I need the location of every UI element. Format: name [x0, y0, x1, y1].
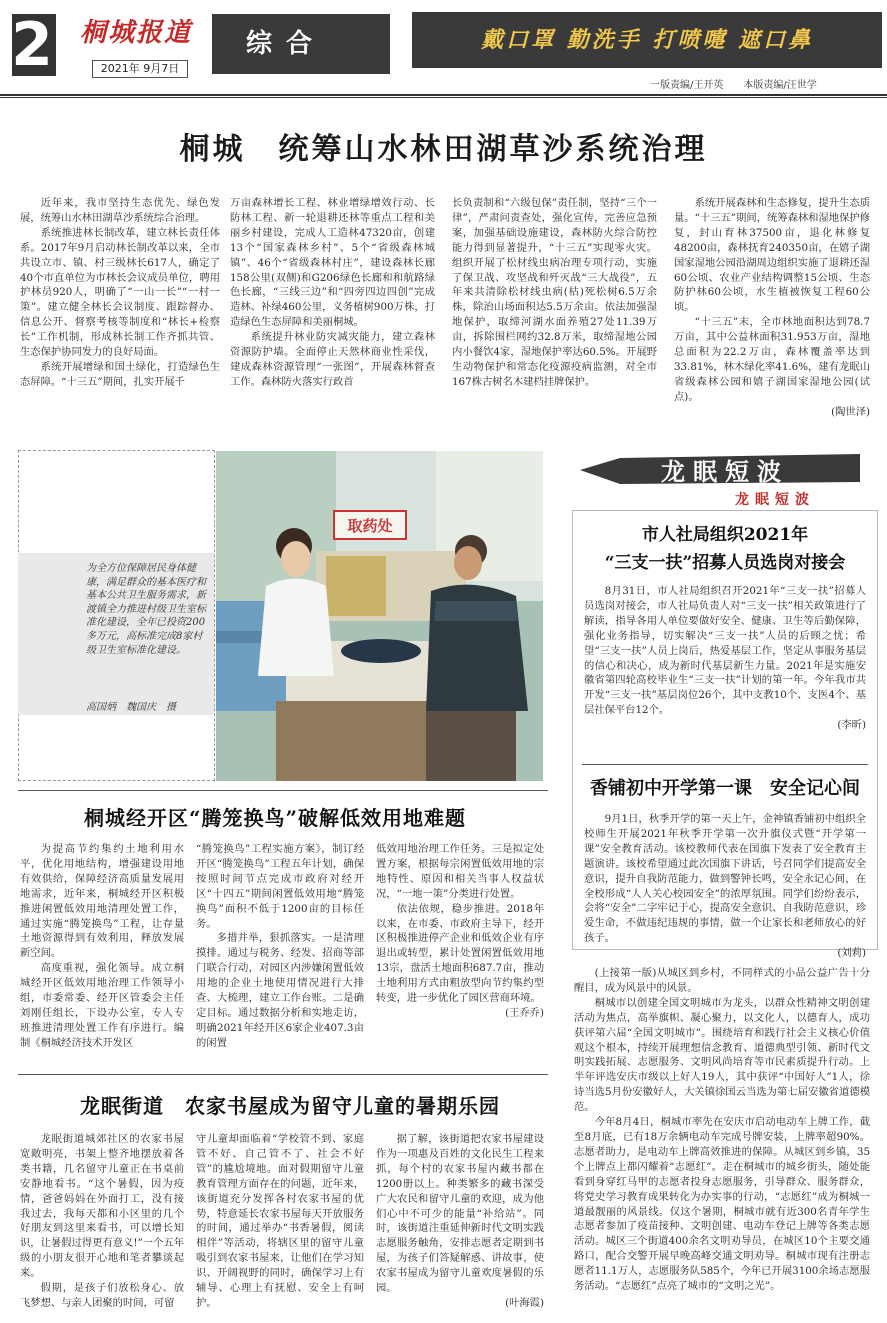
divider — [582, 764, 868, 765]
sidebar-article1-body — [584, 584, 866, 733]
main-article-col4 — [674, 196, 870, 420]
byline: (陶世泽) — [831, 405, 870, 418]
main-article-col3 — [452, 196, 657, 390]
paragraph: 高度重视，强化领导。成立桐城经开区低效用地治理工作领导小组，市委常委、经开区管委会主任刘刚任组长，下设办公室，专人专班推进清理处置工作有序进行。编制《桐城经济技术开发区 — [20, 962, 184, 1049]
sidebar-article2-title: 香铺初中开学第一课 安全记心间 — [590, 778, 860, 799]
paragraph: 桐城市以创建全国文明城市为龙头，以群众性精神文明创建活动为焦点，高举旗帜、凝心聚力，以文化人，以德育人，成功获评第六届“全国文明城市”。围绕培育和践行社会主义核心价值观这个根本，持续开展理想信念教育、道德典型引领、新时代文明实践拓展、志愿服务、文明风尚培育等市民素质提升行动。上半年评选安庆市级以上好人19人，其中获评“中国好人”1人，徐诗当选5月份安徽好人，大关镇徐国云当选为第七届安徽省道德模范。 — [574, 996, 870, 1114]
newspaper-brand: 桐城报道 — [80, 18, 193, 48]
slogan-banner: 戴口罩 勤洗手 打喷嚏 遮口鼻 — [412, 12, 882, 68]
main-article-col1 — [20, 196, 220, 390]
books-headline: 龙眠街道 农家书屋成为留守儿童的暑期乐园 — [80, 1094, 500, 1118]
dev-article-col1 — [20, 842, 184, 1051]
clinic-sign: 取药处 — [347, 517, 393, 535]
sidebar-banner — [560, 440, 880, 515]
byline: (刘莉) — [837, 947, 866, 960]
paragraph: 据了解，该街道把农家书屋建设作为一项惠及百姓的文化民生工程来抓，每个村的农家书屋内藏书都在1200册以上。种类繁多的藏书深受广大农民和留守儿童的欢迎，成为他们心中不可少的能量“补给站”。同时，该街道注重延伸新时代文明实践志愿服务触角，安排志愿者定期到书屋，为孩子们答疑解惑、讲故事，使农家书屋成为留守儿童欢度暑假的乐园。 — [376, 1133, 544, 1295]
dev-article-col2 — [196, 842, 364, 1051]
paragraph: 系统开展增绿和国土绿化，打造绿色生态屏障。“十三五”期间，扎实开展千 — [20, 360, 220, 388]
dev-zone-headline: 桐城经开区“腾笼换鸟”破解低效用地难题 — [84, 806, 467, 830]
paragraph: 低效用地治理工作任务。三是拟定处置方案，根据每宗闲置低效用地的宗地特性、原因和相关当事人权益状况，“一地一策”分类进行处置。 — [376, 843, 544, 900]
paragraph: 为提高节约集约土地利用水平，优化用地结构，增强建设用地有效供给，保障经济高质量发展用地需求，近年来，桐城经开区积极推进闲置低效用地清理处置工作，通过实施“腾笼换鸟”工程，让存量土地资源得到有效利用，释放发展新空间。 — [20, 843, 184, 960]
paragraph: 万亩森林增长工程、林业增绿增效行动、长防林工程、新一轮退耕还林等重点工程和美丽乡村建设，完成人工造林47320亩，创建13个“国家森林乡村”、5个“省级森林城镇”、46个“省级森林村庄”，建设森林长廊158公里(双侧)和G206绿色长廊和和航路绿色长廊，“三线三边”和“四旁四边四创”完成造林、补绿460公里，义务植树900万株，打造绿色生态屏障和美丽桐城。 — [230, 197, 435, 329]
paragraph: 近年来，我市坚持生态优先、绿色发展，统筹山水林田湖草沙系统综合治理。 — [20, 197, 220, 224]
byline: (叶海霞) — [505, 1296, 544, 1309]
banner-graphic — [560, 440, 880, 515]
sidebar-article1-title-line2: “三支一扶”招募人员选岗对接会 — [604, 553, 846, 573]
dev-article-col3 — [376, 842, 544, 1021]
editor-credits: 一版责编/王开英 本版责编/汪世学 — [650, 80, 817, 91]
photo-caption: 为全方位保障居民身体健康，满足群众的基本医疗和基本公共卫生服务需求，新渡镇全力推进村级卫生室标准化建设，全年已投资200多万元，高标准完成8家村级卫生室标准化建设。 — [86, 563, 206, 656]
books-article-col3 — [376, 1132, 544, 1311]
header-rule-thin — [0, 97, 887, 98]
banner-subtitle: 龙眠短波 — [735, 492, 815, 508]
paragraph: 依法依规，稳步推进。2018年以来，在市委、市政府主导下，经开区积极推进停产企业和低效企业有序退出或转型，累计处置闲置低效用地13宗，盘活土地面积687.7亩，推动土地利用方式由粗放型向节约集约型转变，进一步优化了园区营商环境。 — [376, 902, 544, 1005]
paragraph: 8月31日，市人社局组织召开2021年“三支一扶”招募人员选岗对接会，市人社局负责人对“三支一扶”相关政策进行了解读，指导各用人单位要做好安全、健康、卫生等后勤保障，强化业务指导，切实解决“三支一扶”人员的后顾之忧；希望“三支一扶”人员上岗后，热爱基层工作，坚定从事服务基层的信心和决心，成为新时代基层新生力量。2021年是实施安徽省第四轮高校毕业生“三支一扶”计划的第一年。今年我市共开发“三支一扶”基层岗位26个，其中支教10个、支医4个、基层社保平台12个。 — [584, 585, 866, 717]
sidebar-article1-title-line1: 市人社局组织2021年 — [641, 525, 809, 545]
clinic-scene-image — [216, 451, 543, 781]
sidebar-article2-body — [584, 812, 866, 961]
paragraph: 多措并举，狠抓落实。一是清理摸排。通过与税务、经发、招商等部门联合行动，对园区内涉嫌闲置低效用地的企业土地使用情况进行大排查、大梳理，建立工作台账。二是确定目标。通过数据分析和实地走访，明确2021年经开区6家企业407.3亩的闲置 — [196, 932, 364, 1049]
paragraph: 系统提升林业防灾减灾能力，建立森林资源防护墙。全面停止天然林商业性采伐，建成森林资源管理“一张图”，开展森林督查工作。森林防火落实行政首 — [230, 331, 435, 388]
issue-date: 2021年 9月7日 — [92, 60, 188, 78]
paragraph: 系统开展森林和生态修复，提升生态质量。“十三五”期间，统筹森林和湿地保护修复，封山育林37500亩，退化林修复48200亩，森林抚育240350亩，在嬉子湖国家湿地公园沿湖周边组织实施了退耕还湿60公顷、农业产业结构调整15公顷、生态防护林60公顷，水生植被恢复工程60公顷。 — [674, 197, 870, 314]
paragraph: 龙眠街道城郊社区的农家书屋宽敞明亮，书架上整齐地摆放着各类书籍，几名留守儿童正在书桌前安静地看书。“这个暑假，因为疫情，爸爸妈妈在外面打工，没有接我过去，我每天都和小区里的几个好朋友到这里来看书，可以增长知识，让暑假过得更有意义!”一个五年级的小朋友很开心地和笔者攀谈起来。 — [20, 1133, 184, 1280]
main-headline: 桐城 统筹山水林田湖草沙系统治理 — [179, 132, 708, 167]
page-number: 2 — [11, 10, 53, 80]
books-article-col1 — [20, 1132, 184, 1311]
main-article-col2 — [230, 196, 435, 390]
paragraph: “十三五”末，全市林地面积达到78.7万亩，其中公益林面积31.953万亩，湿地总面积为22.2万亩，森林覆盖率达到33.81%，林木绿化率41.6%，建有龙眠山省级森林公园和嬉子湖国家湿地公园(试点)。 — [674, 316, 870, 403]
paragraph: “腾笼换鸟”工程实施方案》，制订经开区“腾笼换鸟”工程五年计划，确保按照时间节点完成市政府对经开区“十四五”期间闲置低效用地“腾笼换鸟”面积不低于1200亩的目标任务。 — [196, 843, 364, 930]
header-rule — [0, 94, 887, 96]
paragraph: 系统推进林长制改革，建立林长责任体系。2017年9月启动林长制改革以来，全市共设立市、镇、村三级林长617人，确定了40个市直单位为市林长会议成员单位，聘用护林员920人，明确了“一山一长”“一村一策”。建立健全林长会议制度、跟踪督办、信息公开、督察考核等制度和“林长+检察长”工作机制，形成林长制工作齐抓共管、生态保护协同发力的良好局面。 — [20, 226, 220, 359]
byline: (王乔乔) — [505, 1006, 544, 1019]
paragraph: (上接第一版)从城区到乡村，不同样式的小品公益广告十分醒目，成为风景中的风景。 — [574, 967, 870, 994]
continued-article — [574, 966, 870, 1294]
divider — [18, 1074, 548, 1075]
banner-title: 龙眠短波 — [661, 457, 789, 486]
paragraph: 今年8月4日，桐城市率先在安庆市启动电动车上牌工作，截至8月底，已有18万余辆电动车完成号牌安装，上牌率超90%。志愿者助力，是电动车上牌高效推进的保障。从城区到乡镇，35个上牌点上都闪耀着“志愿红”。走在桐城市的城乡街头，随处能看到身穿红马甲的志愿者投身志愿服务，引导群众、服务群众，将党史学习教育成果转化为办实事的行动，“志愿红”成为桐城一道最靓丽的风景线。仅这个暑期，桐城市就有近300名青年学生志愿者参加了疫苗接种、文明创建、电动车登记上牌等各类志愿活动。城区三个街道400余名文明劝导员，在城区10个主要交通路口，配合交警开展早晚高峰交通文明劝导。桐城市现有注册志愿者11.1万人，志愿服务队585个，今年已开展3100余场志愿服务活动。“志愿红”点亮了城市的“文明之光”。 — [574, 1116, 870, 1293]
paragraph: 守儿童却面临着“学校管不到、家庭管不好、自己管不了、社会不好管”的尴尬境地。面对假期留守儿童教育管理方面存在的问题，近年来，该街道充分发挥各村农家书屋的优势，特意延长农家书屋每天开放服务的时间，通过举办“书香暑假，阅读相伴”等活动，将辖区里的留守儿童吸引到农家书屋来，让他们在学习知识、开阔视野的同时，确保学习上有辅导、心理上有抚慰、安全上有呵护。 — [196, 1133, 364, 1309]
clinic-photo — [216, 451, 543, 781]
divider — [18, 790, 548, 791]
paragraph: 9月1日，秋季开学的第一天上午，金神镇香铺初中组织全校师生开展2021年秋季开学第一次升旗仪式暨“开学第一课”安全教育活动。该校教师代表在国旗下发表了安全教育主题演讲。该校希望通过此次国旗下讲话，号召同学们提高安全意识，提升自我防范能力，做到警钟长鸣，安全永记心间，在全校形成“人人关心校园安全”的浓厚氛围。同学们纷纷表示，会将“安全”二字牢记于心，提高安全意识、自我防范意识，珍爱生命，不做违纪违规的事情，做一个让家长和老师放心的好孩子。 — [584, 813, 866, 945]
section-name: 综合 — [212, 14, 390, 74]
books-article-col2 — [196, 1132, 364, 1311]
paragraph: 长负责制和“六级包保”责任制，坚持“三个一律”，严肃问责查处，强化宣传，完善应急预案，加强基础设施建设，森林防火综合防控能力得到显著提升，“十三五”实现零火灾。组织开展了松材线虫病冶理专项行动，实施了保卫战、攻坚战和歼灭战“三大战役”，五年来共清除松材线虫病(枯)死松树6.5万余株，除治山场面积达5.5万余亩。依法加强湿地保护，取缔河湖水面养殖27处11.39万亩，拆除围栏网约32.8万米，取缔湿地公园内小餐饮4家，湿地保护率达60.5%。开展野生动物保护和常态化疫源疫病监测，对全市167株古树名木建档挂牌保护。 — [452, 197, 657, 388]
photo-credit: 高国炳 魏国庆 摄 — [86, 702, 176, 713]
byline: (李昕) — [837, 719, 866, 732]
paragraph: 假期，是孩子们放松身心、放飞梦想、与亲人团聚的时间，可留 — [20, 1282, 184, 1309]
